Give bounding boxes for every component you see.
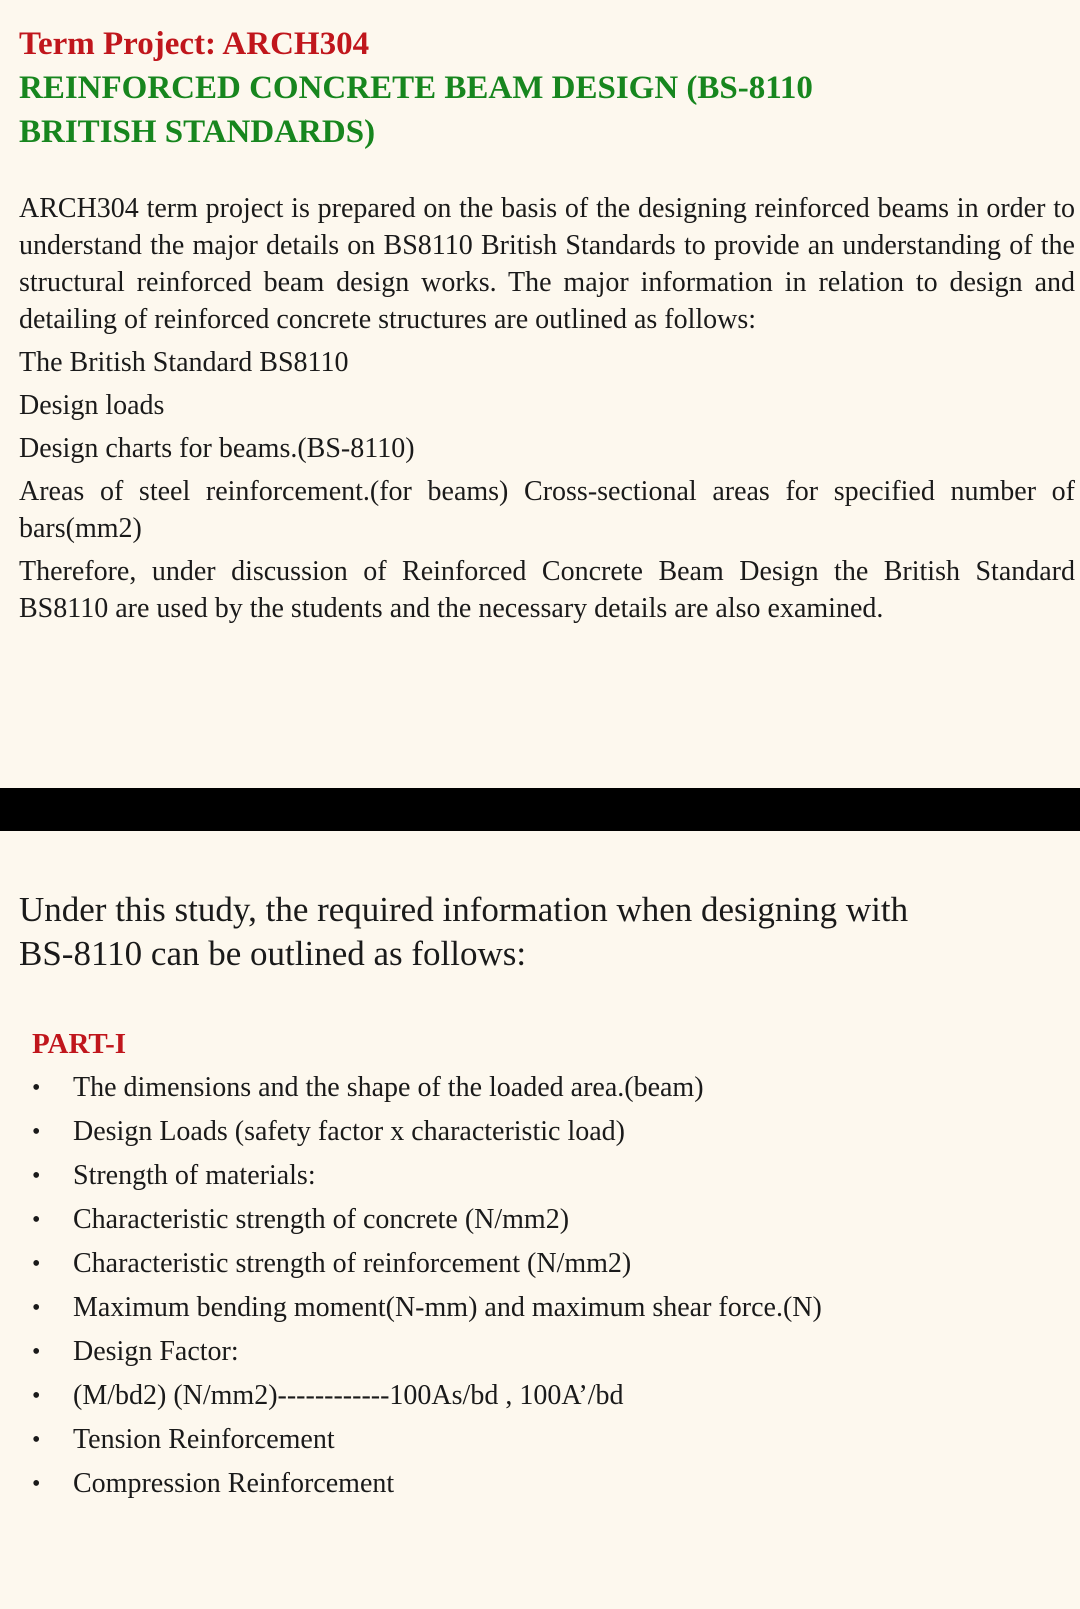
document-top-section [0, 0, 1080, 627]
list-item-text: Tension Reinforcement [73, 1424, 335, 1455]
list-item-text: Strength of materials: [73, 1160, 316, 1191]
list-item-text: Design Factor: [73, 1336, 239, 1367]
part-label: PART-I [32, 1028, 127, 1060]
bullet-icon: • [32, 1295, 41, 1321]
intro-paragraph: ARCH304 term project is prepared on the basis of the designing reinforced beams in order to understand the major details on BS8110 British Standards to provide an understanding of the structural reinforced beam design works. The major information in relation to design and detailing of reinforced concrete structures are outlined as follows: [19, 193, 1075, 335]
intro-section [19, 190, 1075, 338]
list-item [19, 1330, 1069, 1374]
conclusion-paragraph: Therefore, under discussion of Reinforced Concrete Beam Design the British Standard BS8110 are used by the students and the necessary details are also examined. [19, 556, 1075, 624]
list-item [19, 1154, 1069, 1198]
list-item [19, 1110, 1069, 1154]
document-title: Term Project: ARCH304 [19, 26, 370, 62]
study-heading: Under this study, the required information when designing with BS-8110 can be outlined as follows: [19, 890, 909, 973]
bullet-icon: • [32, 1427, 41, 1453]
topic-item-british-standard: The British Standard BS8110 [19, 347, 349, 378]
list-item [19, 1374, 1069, 1418]
list-item-text: (M/bd2) (N/mm2)------------100As/bd , 100A’/bd [73, 1380, 624, 1411]
bullet-icon: • [32, 1119, 41, 1145]
bullet-icon: • [32, 1163, 41, 1189]
list-item [19, 1242, 1069, 1286]
topic-item-design-charts: Design charts for beams.(BS-8110) [19, 433, 415, 464]
list-item-text: Compression Reinforcement [73, 1468, 395, 1499]
bullet-icon: • [32, 1251, 41, 1277]
list-item-text: The dimensions and the shape of the loaded area.(beam) [73, 1072, 704, 1103]
bullet-icon: • [32, 1339, 41, 1365]
list-item-text: Maximum bending moment(N-mm) and maximum shear force.(N) [73, 1292, 822, 1323]
list-item-text: Design Loads (safety factor x characteristic load) [73, 1116, 625, 1147]
list-item [19, 1286, 1069, 1330]
bullet-icon: • [32, 1383, 41, 1409]
topic-item-steel-areas: Areas of steel reinforcement.(for beams) Cross-sectional areas for specified number of bars(mm2) [19, 476, 1075, 544]
document-subtitle-line-1: REINFORCED CONCRETE BEAM DESIGN (BS-8110 [19, 70, 813, 106]
study-section [19, 888, 1069, 1506]
bullet-icon: • [32, 1207, 41, 1233]
topic-item-design-loads: Design loads [19, 390, 165, 421]
list-item [19, 1462, 1069, 1506]
bullet-icon: • [32, 1075, 41, 1101]
document-subtitle-line-2: BRITISH STANDARDS) [19, 114, 376, 150]
bullet-icon: • [32, 1471, 41, 1497]
list-item-text: Characteristic strength of concrete (N/mm2) [73, 1204, 570, 1235]
list-item-text: Characteristic strength of reinforcement (N/mm2) [73, 1248, 632, 1279]
part-i-list [19, 1066, 1069, 1506]
list-item [19, 1418, 1069, 1462]
list-item [19, 1066, 1069, 1110]
page-divider-bar [0, 788, 1080, 831]
list-item [19, 1198, 1069, 1242]
